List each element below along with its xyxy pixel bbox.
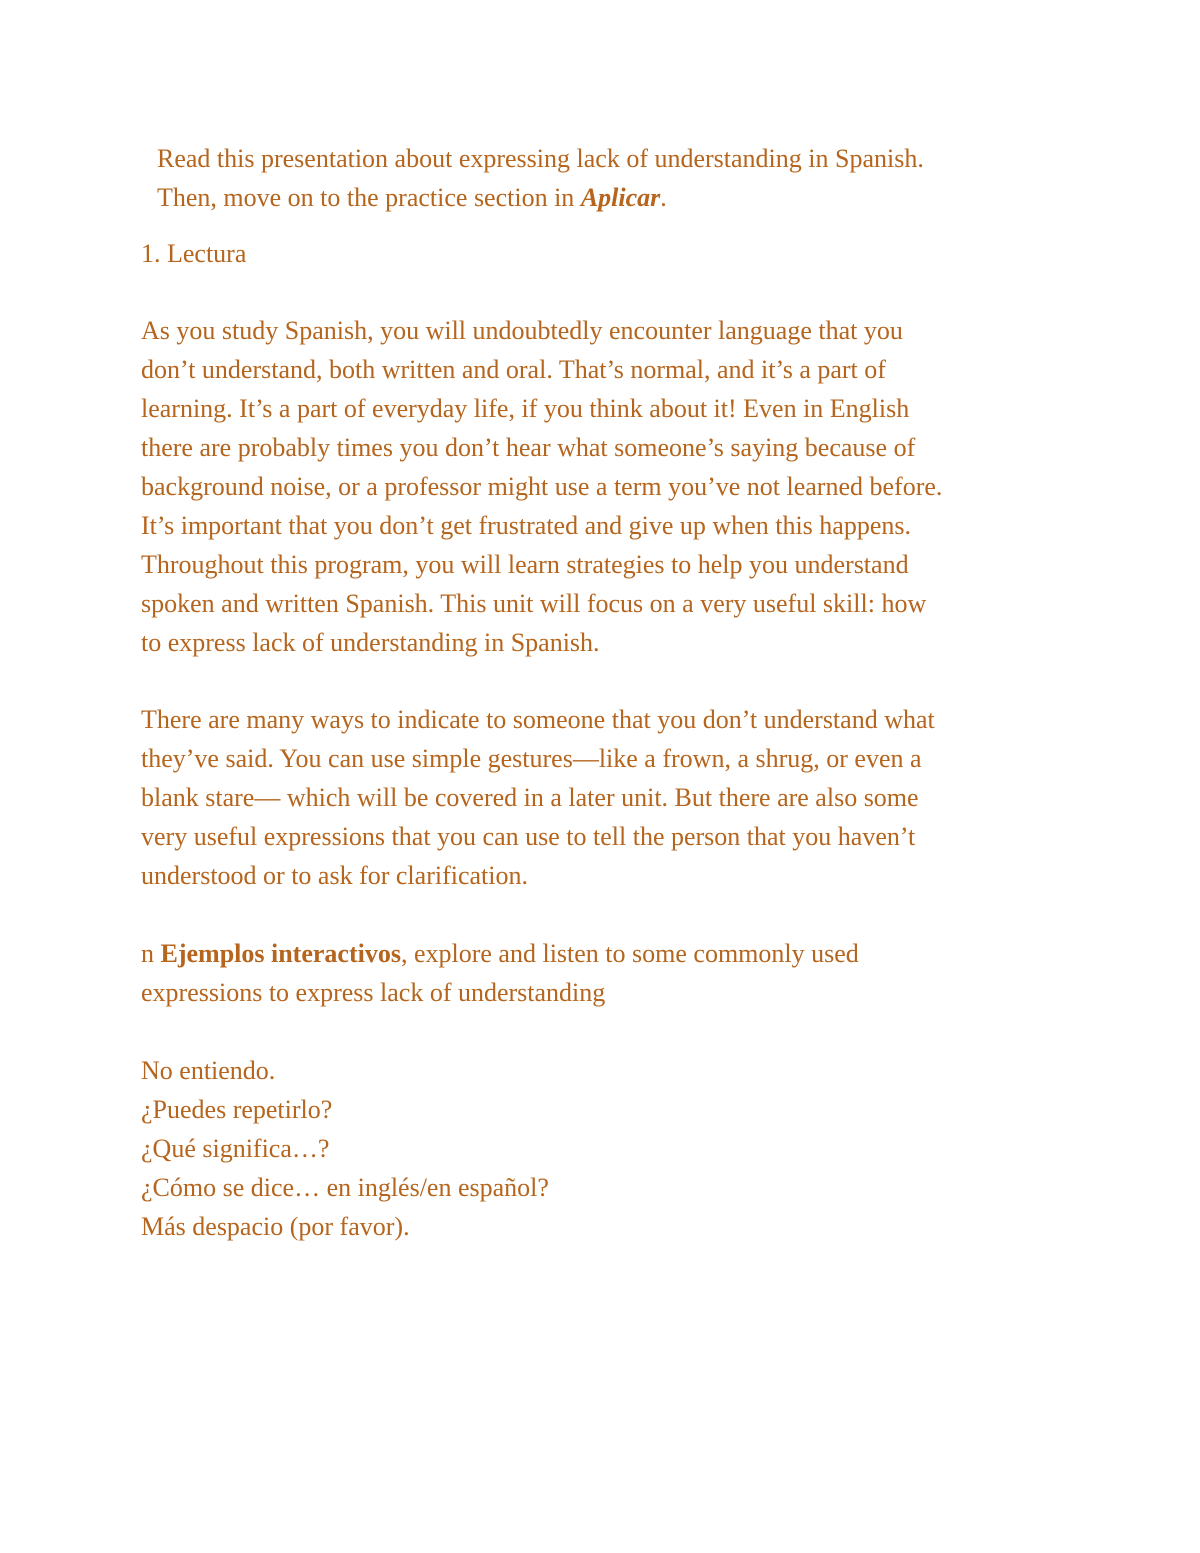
phrase-list [141, 1051, 549, 1246]
phrase-item: Más despacio (por favor). [141, 1212, 410, 1241]
text-line: spoken and written Spanish. This unit will focus on a very useful skill: how [141, 589, 927, 618]
text-line [141, 934, 1081, 973]
phrase-item: ¿Qué significa…? [141, 1134, 330, 1163]
paragraph-lectura [141, 311, 1081, 662]
phrase-item: ¿Cómo se dice… en inglés/en español? [141, 1173, 549, 1202]
text-line: There are many ways to indicate to someone that you don’t understand what [141, 705, 935, 734]
phrase-item: ¿Puedes repetirlo? [141, 1095, 333, 1124]
text-line: there are probably times you don’t hear what someone’s saying because of [141, 433, 916, 462]
section-heading: 1. Lectura [141, 239, 247, 268]
text-line: they’ve said. You can use simple gestures—like a frown, a shrug, or even a [141, 744, 922, 773]
text-line: understood or to ask for clarification. [141, 861, 528, 890]
text-line: expressions to express lack of understanding [141, 978, 606, 1007]
paragraph-ejemplos [141, 934, 1081, 1012]
ejemplos-prefix: n [141, 939, 161, 968]
paragraph-gestures [141, 700, 1081, 895]
intro-line-2-prefix: Then, move on to the practice section in [157, 183, 581, 212]
text-line: As you study Spanish, you will undoubtedly encounter language that you [141, 316, 903, 345]
text-line: It’s important that you don’t get frustrated and give up when this happens. [141, 511, 911, 540]
text-line: very useful expressions that you can use to tell the person that you haven’t [141, 822, 916, 851]
intro-line-2-suffix: . [660, 183, 667, 212]
intro-line-1: Read this presentation about expressing lack of understanding in Spanish. [157, 144, 924, 173]
text-line: background noise, or a professor might use a term you’ve not learned before. [141, 472, 943, 501]
text-line: Throughout this program, you will learn strategies to help you understand [141, 550, 909, 579]
aplicar-emphasis: Aplicar [580, 183, 661, 212]
text-line: blank stare— which will be covered in a later unit. But there are also some [141, 783, 919, 812]
intro-line-2 [157, 178, 1117, 217]
intro-paragraph [157, 139, 1117, 217]
ejemplos-interactivos-bold: Ejemplos interactivos [160, 939, 401, 968]
text-line: learning. It’s a part of everyday life, if you think about it! Even in English [141, 394, 910, 423]
phrase-item: No entiendo. [141, 1056, 276, 1085]
text-line: to express lack of understanding in Spanish. [141, 628, 600, 657]
text-line: don’t understand, both written and oral. That’s normal, and it’s a part of [141, 355, 886, 384]
ejemplos-rest: , explore and listen to some commonly used [400, 939, 859, 968]
